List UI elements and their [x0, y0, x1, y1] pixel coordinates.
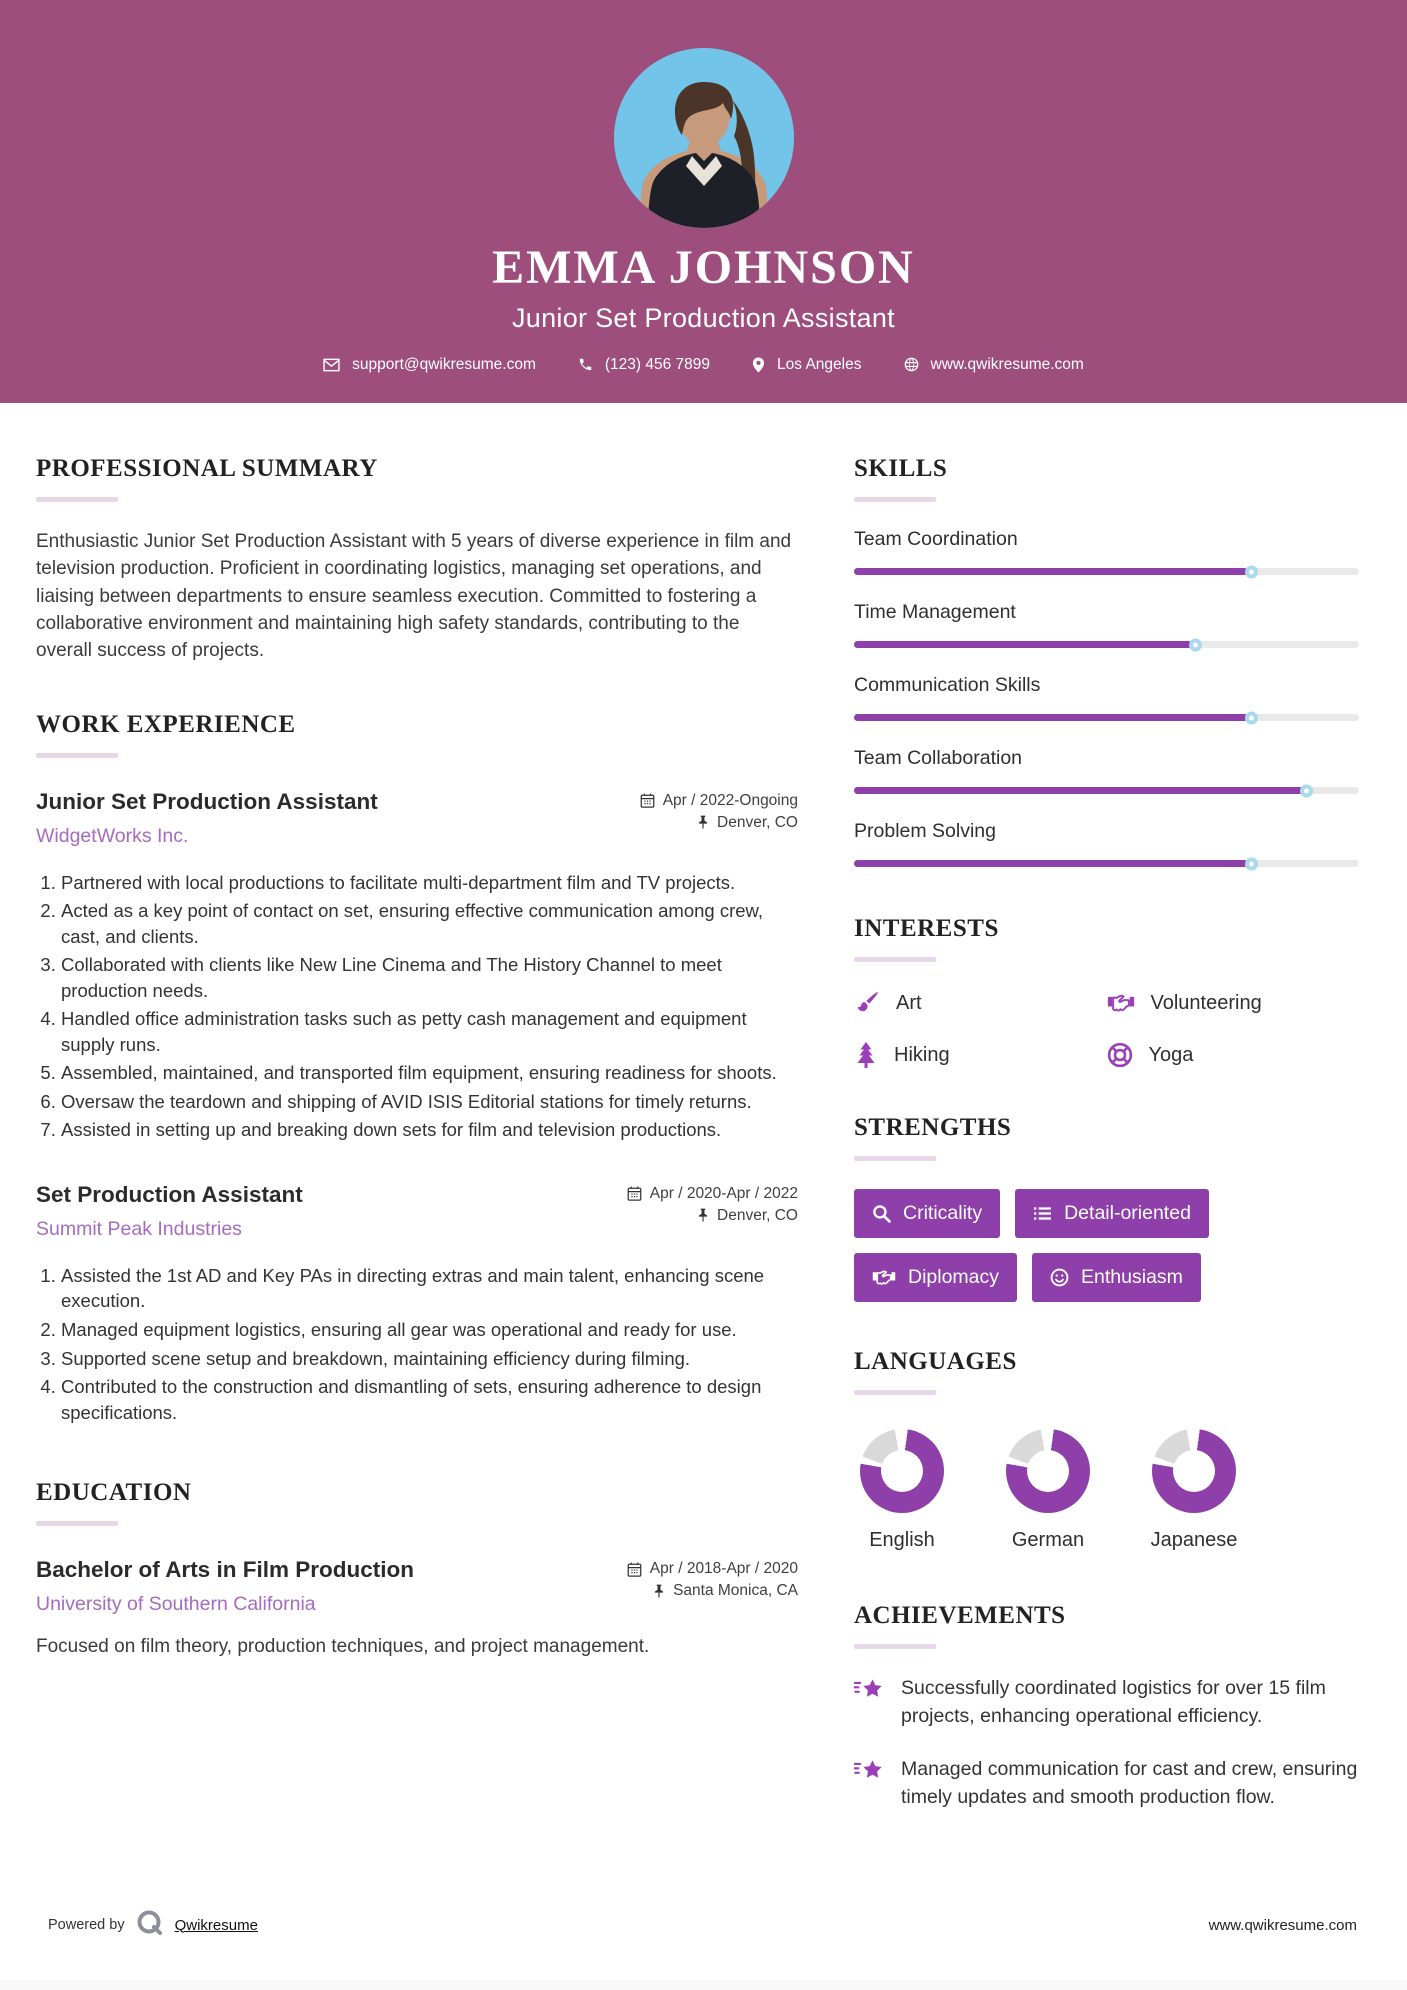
right-column — [854, 455, 1359, 1812]
calendar-icon — [640, 793, 655, 808]
job-bullet: 6. Oversaw the teardown and shipping of AVID ISIS Editorial stations for timely returns. — [61, 1089, 798, 1115]
skills-heading: SKILLS — [854, 455, 948, 482]
skill-label: Problem Solving — [854, 820, 996, 842]
contact-row — [323, 356, 1084, 374]
interests-heading: INTERESTS — [854, 915, 999, 942]
interest-label: Hiking — [894, 1043, 950, 1066]
globe-icon — [904, 357, 919, 372]
powered-by-label: Powered by — [48, 1917, 125, 1933]
job-entry — [36, 1181, 798, 1425]
candidate-name: EMMA JOHNSON — [492, 241, 915, 294]
contact-phone-text: (123) 456 7899 — [604, 355, 711, 373]
strengths-heading: STRENGTHS — [854, 1114, 1012, 1141]
achievement-text: Successfully coordinated logistics for over 15 film projects, enhancing operational efficiency. — [901, 1677, 1326, 1727]
job-head — [36, 788, 798, 848]
slider-thumb[interactable] — [1300, 784, 1313, 797]
interest-item — [854, 990, 1107, 1016]
left-column — [36, 455, 798, 1661]
job-entry — [36, 788, 798, 1143]
skill-row — [854, 601, 1359, 648]
job-company-link[interactable]: WidgetWorks Inc. — [36, 824, 189, 847]
skill-row — [854, 747, 1359, 794]
heading-rule — [36, 753, 118, 758]
skill-label: Communication Skills — [854, 674, 1041, 696]
smiley-icon — [1050, 1268, 1069, 1287]
job-dates: Apr / 2022-Ongoing — [662, 791, 798, 809]
skill-slider[interactable] — [854, 641, 1359, 648]
strength-badge — [854, 1253, 1017, 1302]
location-pin-icon — [752, 357, 765, 373]
language-item — [1000, 1429, 1096, 1552]
footer-website: www.qwikresume.com — [1208, 1916, 1357, 1934]
education-meta — [627, 1556, 798, 1600]
job-meta — [640, 788, 798, 832]
contact-email-text: support@qwikresume.com — [352, 355, 536, 373]
list-icon — [1033, 1205, 1052, 1222]
interests-grid — [854, 990, 1359, 1068]
job-dates: Apr / 2020-Apr / 2022 — [649, 1184, 798, 1202]
degree-title: Bachelor of Arts in Film Production — [36, 1557, 414, 1583]
language-donut-chart — [1006, 1429, 1090, 1513]
slider-thumb[interactable] — [1245, 711, 1258, 724]
handshake-icon — [872, 1268, 896, 1287]
job-bullet: 4. Contributed to the construction and dismantling of sets, ensuring adherence to design specifications. — [61, 1374, 798, 1425]
job-bullets — [36, 870, 798, 1143]
heading-rule — [854, 957, 936, 962]
heading-rule — [854, 497, 936, 502]
handshake-icon — [1107, 992, 1135, 1014]
interest-item — [1107, 990, 1360, 1016]
summary-heading: PROFESSIONAL SUMMARY — [36, 455, 378, 482]
skill-label: Team Collaboration — [854, 747, 1023, 769]
contact-location — [752, 356, 861, 374]
education-description: Focused on film theory, production techniques, and project management. — [36, 1636, 650, 1658]
achievement-text: Managed communication for cast and crew, ensuring timely updates and smooth production flow. — [901, 1758, 1358, 1809]
footer — [48, 1908, 1357, 1942]
achievement-item — [854, 1756, 1359, 1811]
language-label: English — [869, 1529, 935, 1551]
strength-label: Detail-oriented — [1064, 1202, 1191, 1224]
education-location: Santa Monica, CA — [673, 1582, 798, 1600]
section-interests — [854, 915, 1359, 1068]
job-bullet: 5. Assembled, maintained, and transported film equipment, ensuring readiness for shoots. — [61, 1060, 798, 1086]
pine-tree-icon — [854, 1042, 878, 1068]
strength-badge — [854, 1189, 1000, 1238]
skill-slider[interactable] — [854, 714, 1359, 721]
section-skills — [854, 455, 1359, 867]
shooting-star-icon — [854, 1675, 884, 1712]
skill-slider[interactable] — [854, 860, 1359, 867]
job-head — [36, 1181, 798, 1241]
slider-thumb[interactable] — [1245, 857, 1258, 870]
heading-rule — [36, 497, 118, 502]
slider-thumb[interactable] — [1189, 638, 1202, 651]
pushpin-icon — [697, 1208, 709, 1223]
skill-label: Time Management — [854, 601, 1016, 623]
interest-label: Art — [896, 991, 922, 1014]
profile-photo — [614, 48, 794, 228]
skill-label: Team Coordination — [854, 528, 1018, 550]
search-icon — [872, 1204, 891, 1223]
job-bullet: 7. Assisted in setting up and breaking down sets for film and television productions. — [61, 1117, 798, 1143]
job-title: Set Production Assistant — [36, 1181, 303, 1207]
language-item — [854, 1429, 950, 1552]
header — [0, 0, 1407, 403]
job-location: Denver, CO — [717, 1206, 798, 1224]
strength-badge — [1032, 1253, 1201, 1302]
pushpin-icon — [653, 1584, 665, 1599]
pushpin-icon — [697, 815, 709, 830]
section-education — [36, 1479, 798, 1661]
skill-row — [854, 528, 1359, 575]
person-portrait — [614, 48, 794, 228]
job-location: Denver, CO — [717, 813, 798, 831]
job-meta — [627, 1181, 798, 1225]
job-bullets — [36, 1263, 798, 1425]
strength-badge — [1015, 1189, 1209, 1238]
contact-phone — [578, 356, 710, 374]
skill-slider[interactable] — [854, 568, 1359, 575]
strength-label: Enthusiasm — [1081, 1266, 1183, 1288]
school-link[interactable]: University of Southern California — [36, 1593, 316, 1616]
strength-badges — [854, 1189, 1284, 1302]
interest-label: Volunteering — [1150, 991, 1262, 1014]
strength-label: Diplomacy — [908, 1266, 1000, 1288]
envelope-icon — [323, 358, 340, 372]
qwikresume-logo — [135, 1908, 165, 1942]
interest-label: Yoga — [1148, 1043, 1194, 1066]
language-label: German — [1011, 1529, 1085, 1551]
phone-icon — [578, 357, 593, 372]
languages-heading: LANGUAGES — [854, 1348, 1017, 1375]
calendar-icon — [627, 1562, 642, 1577]
powered-by — [48, 1908, 258, 1942]
qwikresume-link[interactable]: Qwikresume — [174, 1916, 258, 1934]
language-item — [1146, 1429, 1242, 1552]
language-label: Japanese — [1150, 1529, 1238, 1551]
education-entry — [36, 1556, 798, 1661]
job-bullet: 3. Supported scene setup and breakdown, maintaining efficiency during filming. — [61, 1346, 798, 1372]
languages-row — [854, 1429, 1359, 1552]
contact-website-text: www.qwikresume.com — [930, 355, 1084, 373]
shooting-star-icon — [854, 1756, 884, 1793]
section-strengths — [854, 1114, 1359, 1302]
contact-website — [904, 356, 1084, 374]
section-achievements — [854, 1602, 1359, 1812]
work-heading: WORK EXPERIENCE — [36, 710, 296, 738]
skill-slider[interactable] — [854, 787, 1359, 794]
interest-item — [854, 1042, 1107, 1068]
job-bullet: 4. Handled office administration tasks such as petty cash management and equipment supply runs. — [61, 1006, 798, 1057]
bottom-strip — [0, 1980, 1407, 1990]
job-bullet: 1. Assisted the 1st AD and Key PAs in directing extras and main talent, enhancing scene execution. — [61, 1263, 798, 1314]
heading-rule — [854, 1390, 936, 1395]
job-bullet: 2. Managed equipment logistics, ensuring all gear was operational and ready for use. — [61, 1317, 798, 1343]
section-professional-summary — [36, 455, 798, 665]
job-bullet: 3. Collaborated with clients like New Line Cinema and The History Channel to meet production needs. — [61, 952, 798, 1003]
section-languages — [854, 1348, 1359, 1552]
slider-thumb[interactable] — [1245, 565, 1258, 578]
job-title: Junior Set Production Assistant — [36, 788, 378, 814]
job-bullet: 1. Partnered with local productions to facilitate multi-department film and TV projects. — [61, 870, 798, 896]
heading-rule — [36, 1521, 118, 1526]
strength-label: Criticality — [903, 1202, 983, 1224]
language-donut-chart — [860, 1429, 944, 1513]
heading-rule — [854, 1156, 936, 1161]
education-dates: Apr / 2018-Apr / 2020 — [649, 1560, 798, 1578]
contact-location-text: Los Angeles — [777, 355, 862, 373]
contact-email — [323, 356, 536, 374]
paintbrush-icon — [854, 990, 880, 1016]
achievements-heading: ACHIEVEMENTS — [854, 1602, 1066, 1629]
content — [0, 403, 1407, 1812]
heading-rule — [854, 1644, 936, 1649]
lifebuoy-icon — [1107, 1042, 1133, 1068]
summary-text: Enthusiastic Junior Set Production Assistant with 5 years of diverse experience in film and television production. Proficient in coordinating logistics, managing set operations, and liaising between departments to ensure seamless execution. Committed to fostering a collaborative environment and maintaining high safety standards, contributing to the overall success of projects. — [36, 531, 792, 662]
achievement-item — [854, 1675, 1359, 1730]
education-heading: EDUCATION — [36, 1479, 192, 1507]
section-work-experience — [36, 711, 798, 1425]
job-bullet: 2. Acted as a key point of contact on set, ensuring effective communication among crew, cast, and clients. — [61, 898, 798, 949]
language-donut-chart — [1152, 1429, 1236, 1513]
candidate-title: Junior Set Production Assistant — [511, 302, 895, 333]
calendar-icon — [627, 1186, 642, 1201]
skill-row — [854, 674, 1359, 721]
interest-item — [1107, 1042, 1360, 1068]
skill-row — [854, 820, 1359, 867]
job-company-link[interactable]: Summit Peak Industries — [36, 1217, 242, 1240]
